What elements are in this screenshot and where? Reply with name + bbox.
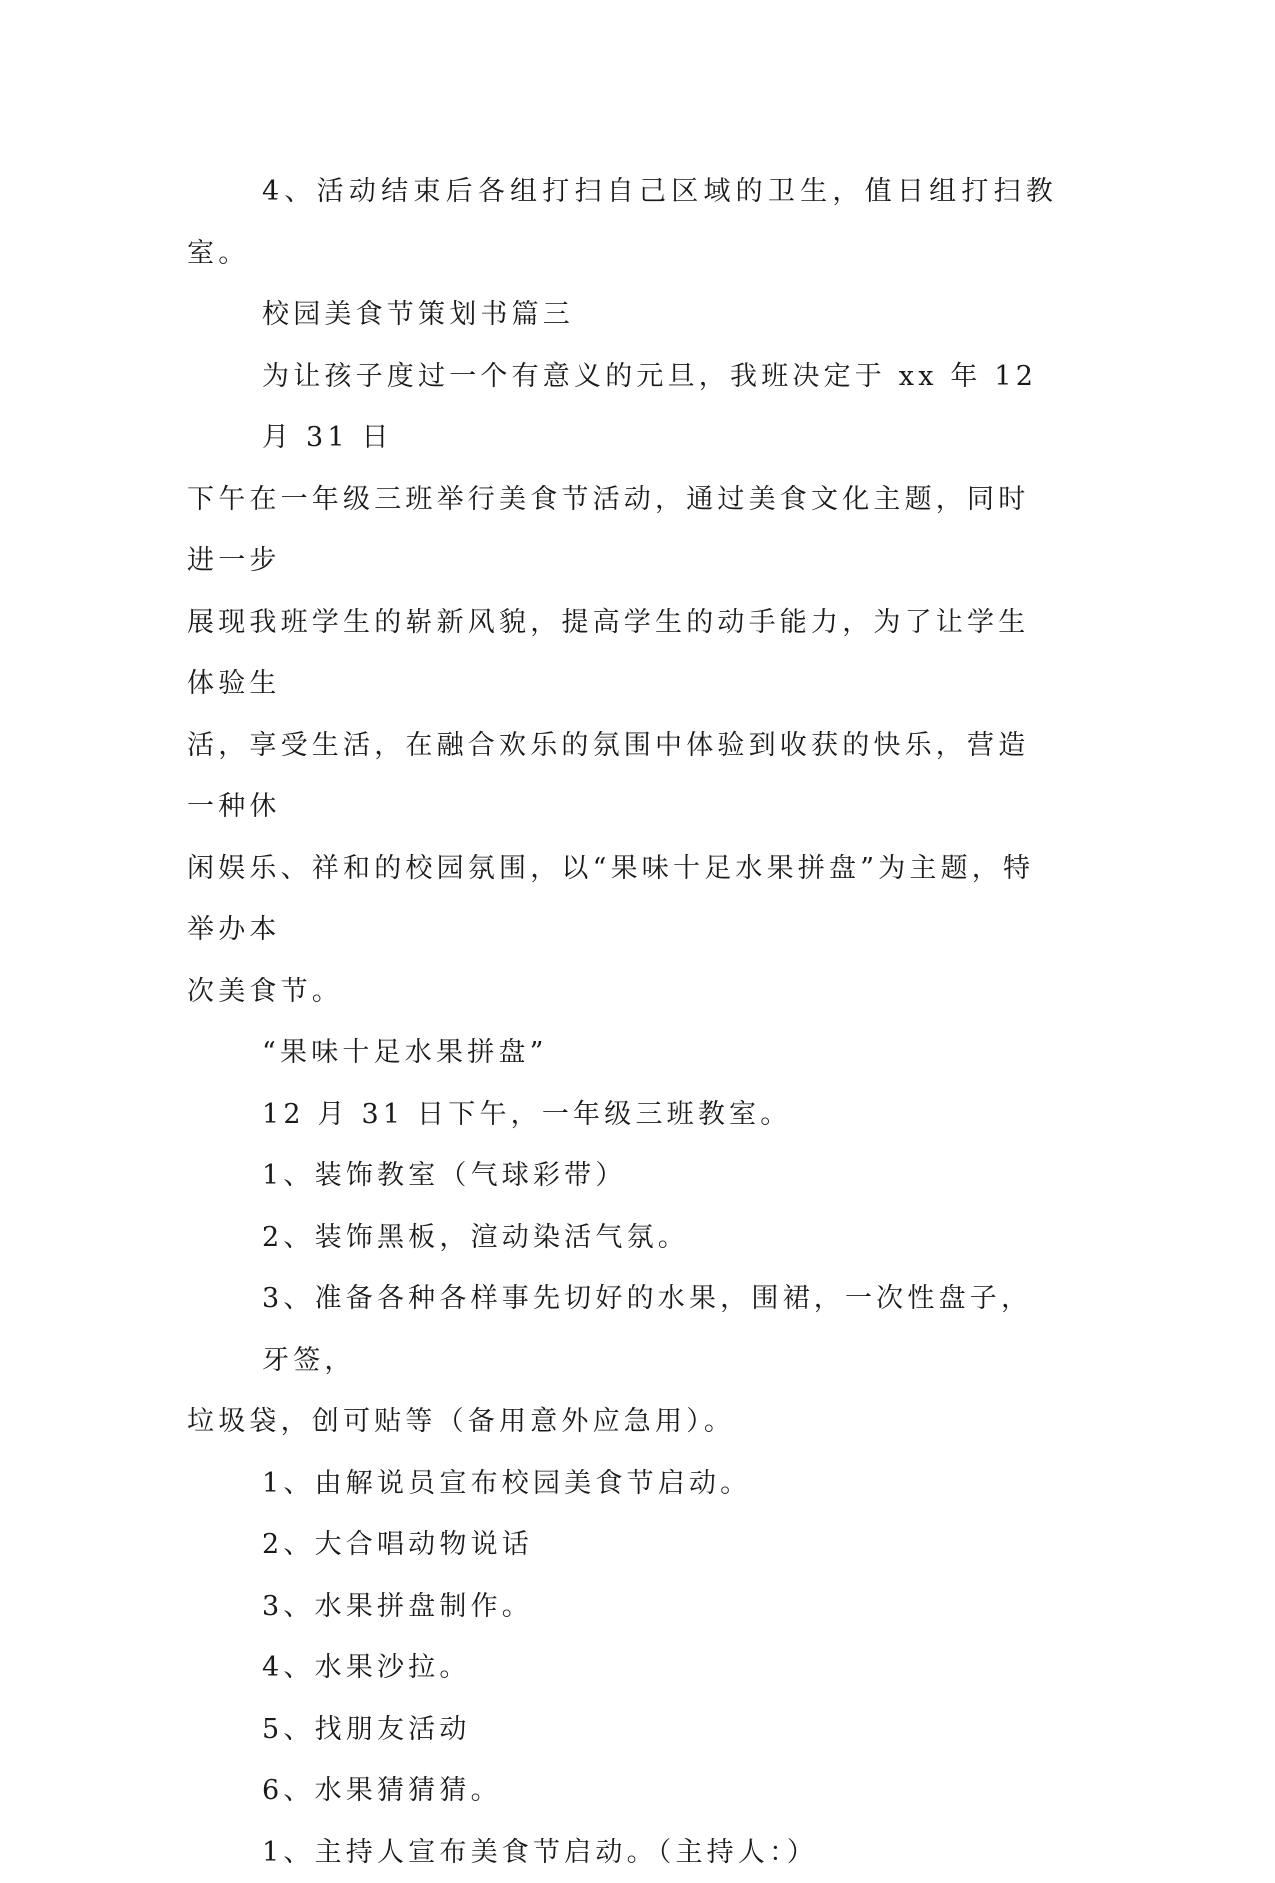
document-body <box>187 161 1057 1883</box>
program-item-6: 6、水果猜猜猜。 <box>187 1760 1057 1822</box>
section-heading: 校园美食节策划书篇三 <box>187 284 1057 346</box>
prep-item-1: 1、装饰教室（气球彩带） <box>187 1145 1057 1207</box>
intro-line-2: 下午在一年级三班举行美食节活动，通过美食文化主题，同时进一步 <box>187 469 1057 592</box>
intro-line-1: 为让孩子度过一个有意义的元旦，我班决定于 xx 年 12 月 31 日 <box>187 346 1057 469</box>
program-item-5: 5、找朋友活动 <box>187 1699 1057 1761</box>
theme-line: “果味十足水果拼盘” <box>187 1022 1057 1084</box>
host-announcement: 1、主持人宣布美食节启动。（主持人：） <box>187 1822 1057 1883</box>
prep-item-3-line-1: 3、准备各种各样事先切好的水果，围裙，一次性盘子，牙签， <box>187 1268 1057 1391</box>
program-item-3: 3、水果拼盘制作。 <box>187 1576 1057 1638</box>
intro-line-4: 活，享受生活，在融合欢乐的氛围中体验到收获的快乐，营造一种休 <box>187 715 1057 838</box>
program-item-4: 4、水果沙拉。 <box>187 1637 1057 1699</box>
intro-paragraph <box>187 346 1057 1023</box>
prep-item-3-line-2: 垃圾袋，创可贴等（备用意外应急用）。 <box>187 1391 1057 1453</box>
prep-item-2: 2、装饰黑板，渲动染活气氛。 <box>187 1207 1057 1269</box>
program-item-1: 1、由解说员宣布校园美食节启动。 <box>187 1453 1057 1515</box>
program-item-2: 2、大合唱动物说话 <box>187 1514 1057 1576</box>
prep-item-3 <box>187 1268 1057 1453</box>
paragraph-cleanup: 4、活动结束后各组打扫自己区域的卫生，值日组打扫教室。 <box>187 161 1057 284</box>
intro-line-3: 展现我班学生的崭新风貌，提高学生的动手能力，为了让学生体验生 <box>187 592 1057 715</box>
intro-line-6: 次美食节。 <box>187 961 1057 1023</box>
time-place-line: 12 月 31 日下午，一年级三班教室。 <box>187 1084 1057 1146</box>
intro-line-5: 闲娱乐、祥和的校园氛围，以“果味十足水果拼盘”为主题，特举办本 <box>187 838 1057 961</box>
